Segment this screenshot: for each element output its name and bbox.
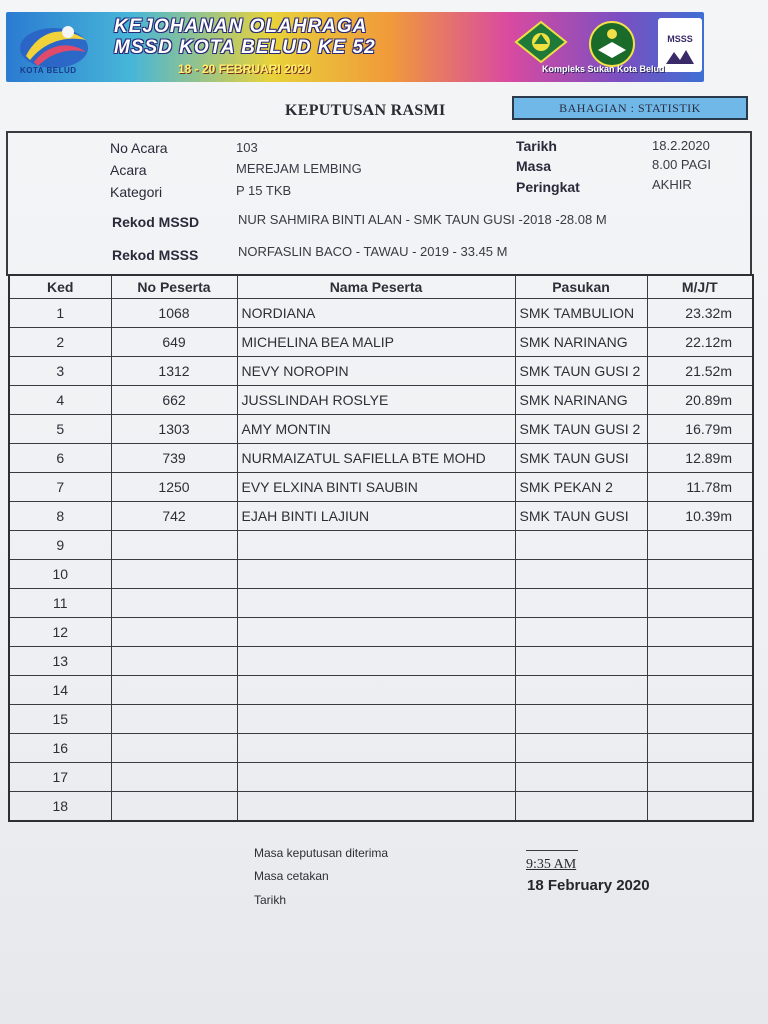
- no-peserta-cell: [111, 792, 237, 822]
- banner-title-line1: KEJOHANAN OLAHRAGA: [114, 16, 368, 37]
- nama-peserta-cell: NURMAIZATUL SAFIELLA BTE MOHD: [237, 444, 515, 473]
- mark-cell: [647, 792, 753, 822]
- mark-cell: 21.52m: [647, 357, 753, 386]
- msss-logo-text: MSSS: [667, 34, 693, 44]
- table-row: [9, 473, 753, 502]
- mark-cell: 22.12m: [647, 328, 753, 357]
- ked-cell: 6: [9, 444, 111, 473]
- pasukan-cell: SMK PEKAN 2: [515, 473, 647, 502]
- mark-cell: 23.32m: [647, 299, 753, 328]
- pasukan-cell: SMK NARINANG: [515, 328, 647, 357]
- pasukan-cell: [515, 792, 647, 822]
- pasukan-cell: [515, 618, 647, 647]
- table-row: [9, 299, 753, 328]
- masa-label: Masa: [516, 158, 552, 174]
- no-peserta-cell: [111, 531, 237, 560]
- mark-cell: 20.89m: [647, 386, 753, 415]
- no-peserta-cell: [111, 676, 237, 705]
- ked-cell: 15: [9, 705, 111, 734]
- tarikh-value: 18.2.2020: [652, 138, 710, 153]
- table-row: [9, 705, 753, 734]
- ked-cell: 9: [9, 531, 111, 560]
- banner-title-line2: MSSD KOTA BELUD KE 52: [114, 37, 376, 58]
- table-row: [9, 502, 753, 531]
- nama-peserta-cell: [237, 676, 515, 705]
- ked-cell: 7: [9, 473, 111, 502]
- acara-value: MEREJAM LEMBING: [236, 161, 362, 176]
- ked-cell: 17: [9, 763, 111, 792]
- table-row: [9, 328, 753, 357]
- no-peserta-cell: [111, 560, 237, 589]
- no-peserta-cell: 742: [111, 502, 237, 531]
- kategori-label: Kategori: [110, 184, 163, 200]
- nama-peserta-cell: EJAH BINTI LAJIUN: [237, 502, 515, 531]
- ked-cell: 1: [9, 299, 111, 328]
- mark-cell: [647, 531, 753, 560]
- banner-dates: 18 - 20 FEBRUARI 2020: [178, 62, 311, 76]
- table-header-row: [9, 275, 753, 299]
- section-badge: BAHAGIAN : STATISTIK: [512, 96, 748, 120]
- footer-tarikh-label: Tarikh: [254, 893, 287, 907]
- msss-figure-icon: [664, 48, 696, 66]
- ked-cell: 13: [9, 647, 111, 676]
- mark-cell: [647, 560, 753, 589]
- mark-cell: [647, 589, 753, 618]
- mark-cell: 10.39m: [647, 502, 753, 531]
- nama-peserta-cell: AMY MONTIN: [237, 415, 515, 444]
- header-nama-peserta: Nama Peserta: [237, 275, 515, 299]
- peringkat-value: AKHIR: [652, 177, 692, 192]
- no-peserta-cell: 649: [111, 328, 237, 357]
- table-row: [9, 444, 753, 473]
- nama-peserta-cell: NEVY NOROPIN: [237, 357, 515, 386]
- pasukan-cell: SMK TAMBULION: [515, 299, 647, 328]
- no-acara-value: 103: [236, 140, 258, 155]
- tarikh-label: Tarikh: [516, 138, 557, 154]
- masa-keputusan-label: Masa keputusan diterima: [254, 846, 389, 860]
- header-pasukan: Pasukan: [515, 275, 647, 299]
- header-no-peserta: No Peserta: [111, 275, 237, 299]
- ked-cell: 2: [9, 328, 111, 357]
- header-mark: M/J/T: [647, 275, 753, 299]
- table-row: [9, 589, 753, 618]
- logo-text: KOTA BELUD: [20, 66, 77, 75]
- no-acara-label: No Acara: [110, 140, 168, 156]
- mark-cell: [647, 734, 753, 763]
- mark-cell: 16.79m: [647, 415, 753, 444]
- mark-cell: 11.78m: [647, 473, 753, 502]
- pasukan-cell: SMK TAUN GUSI: [515, 444, 647, 473]
- table-row: [9, 676, 753, 705]
- rekod-mssd-value: NUR SAHMIRA BINTI ALAN - SMK TAUN GUSI -2018 -28.08 M: [238, 212, 607, 227]
- event-banner: [6, 12, 704, 82]
- nama-peserta-cell: NORDIANA: [237, 299, 515, 328]
- ked-cell: 14: [9, 676, 111, 705]
- no-peserta-cell: 1303: [111, 415, 237, 444]
- results-table: [8, 274, 754, 822]
- rekod-msss-value: NORFASLIN BACO - TAWAU - 2019 - 33.45 M: [238, 244, 508, 259]
- nama-peserta-cell: [237, 734, 515, 763]
- no-peserta-cell: 739: [111, 444, 237, 473]
- pasukan-cell: [515, 647, 647, 676]
- nama-peserta-cell: [237, 531, 515, 560]
- ked-cell: 18: [9, 792, 111, 822]
- nama-peserta-cell: [237, 618, 515, 647]
- table-row: [9, 560, 753, 589]
- pasukan-cell: SMK NARINANG: [515, 386, 647, 415]
- pasukan-cell: [515, 531, 647, 560]
- table-row: [9, 531, 753, 560]
- pasukan-cell: SMK TAUN GUSI: [515, 502, 647, 531]
- masa-cetakan-label: Masa cetakan: [254, 869, 329, 883]
- mark-cell: 12.89m: [647, 444, 753, 473]
- peringkat-label: Peringkat: [516, 179, 580, 195]
- table-row: [9, 618, 753, 647]
- ked-cell: 5: [9, 415, 111, 444]
- no-peserta-cell: 1068: [111, 299, 237, 328]
- mark-cell: [647, 763, 753, 792]
- no-peserta-cell: [111, 705, 237, 734]
- ked-cell: 3: [9, 357, 111, 386]
- ked-cell: 16: [9, 734, 111, 763]
- masa-value: 8.00 PAGI: [652, 157, 712, 172]
- pasukan-cell: [515, 763, 647, 792]
- acara-label: Acara: [110, 162, 147, 178]
- footer-tarikh-value: 18 February 2020: [527, 877, 650, 894]
- school-emblem-icon: [514, 20, 568, 64]
- ked-cell: 8: [9, 502, 111, 531]
- no-peserta-cell: [111, 763, 237, 792]
- no-peserta-cell: [111, 589, 237, 618]
- table-row: [9, 792, 753, 822]
- nama-peserta-cell: [237, 763, 515, 792]
- pasukan-cell: [515, 589, 647, 618]
- ked-cell: 4: [9, 386, 111, 415]
- mark-cell: [647, 618, 753, 647]
- mark-cell: [647, 647, 753, 676]
- nama-peserta-cell: JUSSLINDAH ROSLYE: [237, 386, 515, 415]
- mark-cell: [647, 676, 753, 705]
- no-peserta-cell: [111, 618, 237, 647]
- table-row: [9, 734, 753, 763]
- no-peserta-cell: [111, 734, 237, 763]
- kategori-value: P 15 TKB: [236, 183, 292, 198]
- pasukan-cell: SMK TAUN GUSI 2: [515, 415, 647, 444]
- nama-peserta-cell: [237, 792, 515, 822]
- pasukan-cell: [515, 705, 647, 734]
- no-peserta-cell: 1312: [111, 357, 237, 386]
- table-row: [9, 763, 753, 792]
- pasukan-cell: [515, 734, 647, 763]
- mark-cell: [647, 705, 753, 734]
- page-title: KEPUTUSAN RASMI: [285, 102, 446, 119]
- no-peserta-cell: 662: [111, 386, 237, 415]
- table-row: [9, 415, 753, 444]
- ked-cell: 12: [9, 618, 111, 647]
- header-ked: Ked: [9, 275, 111, 299]
- results-body: [9, 299, 753, 822]
- signature-line: [526, 850, 578, 851]
- pasukan-cell: [515, 676, 647, 705]
- no-peserta-cell: 1250: [111, 473, 237, 502]
- nama-peserta-cell: [237, 647, 515, 676]
- table-row: [9, 647, 753, 676]
- banner-venue: Kompleks Sukan Kota Belud: [542, 64, 665, 74]
- ked-cell: 10: [9, 560, 111, 589]
- rekod-msss-label: Rekod MSSS: [112, 247, 199, 263]
- nama-peserta-cell: [237, 560, 515, 589]
- nama-peserta-cell: EVY ELXINA BINTI SAUBIN: [237, 473, 515, 502]
- education-emblem-icon: [584, 20, 640, 68]
- nama-peserta-cell: MICHELINA BEA MALIP: [237, 328, 515, 357]
- rekod-mssd-label: Rekod MSSD: [112, 214, 200, 230]
- table-row: [9, 357, 753, 386]
- pasukan-cell: SMK TAUN GUSI 2: [515, 357, 647, 386]
- masa-cetakan-value: 9:35 AM: [526, 857, 577, 872]
- nama-peserta-cell: [237, 589, 515, 618]
- table-row: [9, 386, 753, 415]
- pasukan-cell: [515, 560, 647, 589]
- ked-cell: 11: [9, 589, 111, 618]
- nama-peserta-cell: [237, 705, 515, 734]
- no-peserta-cell: [111, 647, 237, 676]
